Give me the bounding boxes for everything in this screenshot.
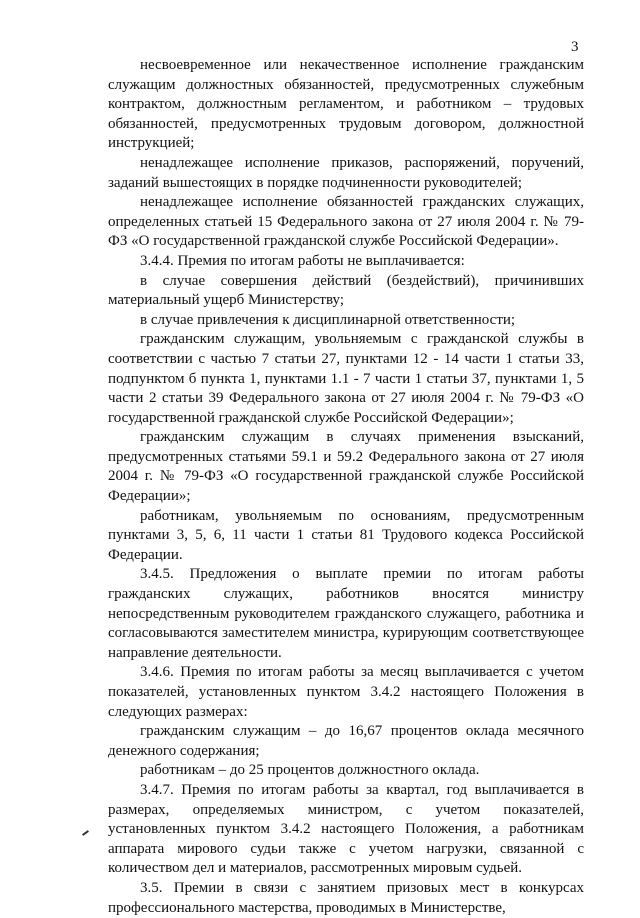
paragraph: 3.4.4. Премия по итогам работы не выплачивается:	[140, 252, 465, 269]
paragraph: в случае привлечения к дисциплинарной ответственности;	[140, 311, 516, 328]
paragraph: работникам, увольняемым по основаниям, предусмотренным пунктами 3, 5, 6, 11 части 1 статьи 81 Трудового кодекса Российской Федерации.	[108, 507, 584, 563]
paragraph: несвоевременное или некачественное исполнение гражданским служащим должностных обязанностей, предусмотренных служебным контрактом, должностным регламентом, и работником – трудовых обязанностей, предусмотренных трудовым договором, должностной инструкцией;	[108, 57, 584, 152]
paragraph: гражданским служащим, увольняемым с гражданской службы в соответствии с частью 7 статьи 27, пунктами 12 - 14 части 1 статьи 33, подпунктом б пункта 1, пунктами 1.1 - 7 части 1 статьи 37, пунктами 1, 5 части 2 статьи 39 Федерального закона от 27 июля 2004 г. № 79-ФЗ «О государственной гражданской службе Российской Федерации»;	[108, 331, 584, 426]
paragraph: ненадлежащее исполнение обязанностей гражданских служащих, определенных статьей 15 Федерального закона от 27 июля 2004 г. № 79-ФЗ «О государственной гражданской службе Российской Федерации».	[108, 194, 584, 250]
paragraph: в случае совершения действий (бездействий), причинивших материальный ущерб Министерству;	[108, 272, 584, 309]
paragraph: ненадлежащее исполнение приказов, распоряжений, поручений, заданий вышестоящих в порядке подчиненности руководителей;	[108, 154, 584, 191]
paragraph: гражданским служащим в случаях применения взысканий, предусмотренных статьями 59.1 и 59.2 Федерального закона от 27 июля 2004 г. № 79-ФЗ «О государственной гражданской службе Российской Федерации»;	[108, 429, 584, 505]
paragraph: работникам – до 25 процентов должностного оклада.	[140, 762, 480, 779]
document-body	[108, 56, 584, 918]
paragraph: гражданским служащим – до 16,67 процентов оклада месячного денежного содержания;	[108, 723, 584, 759]
page-number: 3	[571, 39, 579, 55]
paragraph: 3.4.5. Предложения о выплате премии по итогам работы гражданских служащих, работников вносятся министру непосредственным руководителем гражданского служащего, работника и согласовываются заместителем министра, курирующим соответствующее направление деятельности.	[108, 566, 584, 661]
scan-mark	[82, 830, 89, 836]
paragraph: 3.5. Премии в связи с занятием призовых мест в конкурсах профессионального мастерства, проводимых в Министерстве,	[108, 879, 584, 916]
paragraph: 3.4.6. Премия по итогам работы за месяц выплачивается с учетом показателей, установленных пунктом 3.4.2 настоящего Положения в следующих размерах:	[108, 664, 584, 720]
paragraph: 3.4.7. Премия по итогам работы за квартал, год выплачивается в размерах, определяемых министром, с учетом показателей, установленных пунктом 3.4.2 настоящего Положения, а работникам аппарата мирового судьи также с учетом нагрузки, связанной с количеством дел и материалов, рассмотренных мировым судьей.	[108, 781, 584, 877]
